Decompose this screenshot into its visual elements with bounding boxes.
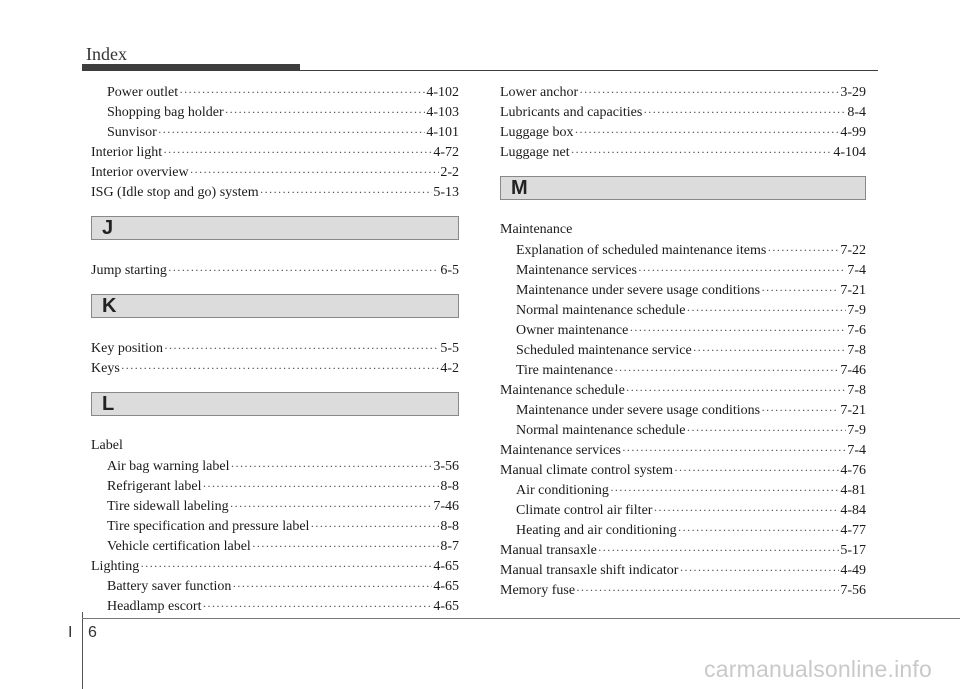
dot-leader [225,102,426,122]
index-subentry [500,340,866,360]
index-subentry [91,102,459,122]
entry-page: 4-49 [840,563,866,578]
entry-text: Maintenance services [516,263,637,278]
dot-leader [230,496,433,516]
footer-vertical-rule [82,612,83,689]
entry-group [91,456,459,556]
entry-page: 4-65 [433,579,459,594]
entry-group [500,400,866,440]
index-entry [500,82,866,102]
entry-page: 8-7 [440,539,459,554]
index-subentry [500,420,866,440]
entry-text: Climate control air filter [516,503,653,518]
section-header-m [500,176,866,200]
dot-leader [190,162,440,182]
entry-page: 3-29 [840,85,866,100]
index-subentry [500,360,866,380]
dot-leader [574,122,839,142]
entry-page: 4-102 [426,85,459,100]
dot-leader [202,596,432,616]
entry-text: Interior light [91,145,163,160]
entry-text: Maintenance under severe usage conditions [516,283,761,298]
entry-text: Tire specification and pressure label [107,519,310,534]
index-entry [500,560,866,580]
entry-page: 7-46 [433,499,459,514]
index-entry [91,162,459,182]
dot-leader [202,476,439,496]
entry-group [500,480,866,540]
index-subentry [91,576,459,596]
section-letter: K [102,295,117,317]
dot-leader [576,580,839,600]
page-title: Index [86,44,127,64]
dot-leader [230,456,432,476]
entry-page: 4-103 [426,105,459,120]
dot-leader [767,240,839,260]
entry-text: Shopping bag holder [107,105,224,120]
index-entry [500,540,866,560]
entry-text: Battery saver function [107,579,232,594]
entry-page: 4-72 [433,145,459,160]
entry-text: Luggage box [500,125,574,140]
section-header-j [91,216,459,240]
entry-text: ISG (Idle stop and go) system [91,185,259,200]
entry-text: Lubricants and capacities [500,105,643,120]
footer-section-letter: I [68,624,73,641]
entry-text: Air bag warning label [107,459,230,474]
entry-text: Keys [91,361,120,376]
entry-page: 5-13 [433,185,459,200]
entry-group [91,82,459,142]
entry-text: Vehicle certification label [107,539,251,554]
entry-text: Tire sidewall labeling [107,499,229,514]
entry-text: Luggage net [500,145,570,160]
index-heading: Maintenance [500,222,573,237]
index-subentry [500,240,866,260]
section-header-l [91,392,459,416]
entry-page: 4-65 [433,599,459,614]
index-subentry [500,520,866,540]
section-header-k [91,294,459,318]
entry-text: Explanation of scheduled maintenance items [516,243,767,258]
dot-leader [610,480,839,500]
dot-leader [638,260,846,280]
entry-text: Manual transaxle [500,543,597,558]
dot-leader [310,516,439,536]
dot-leader [163,142,432,162]
entry-text: Key position [91,341,163,356]
entry-page: 7-9 [847,423,866,438]
index-entry: Manual climate control system ····· 4-76 [500,460,866,480]
entry-group [500,540,866,600]
index-subentry [91,536,459,556]
entry-group [500,82,866,162]
header-rule [300,70,878,71]
dot-leader [678,520,840,540]
index-subentry [91,122,459,142]
entry-text: Jump starting [91,263,167,278]
index-subentry [500,300,866,320]
dot-leader [761,280,839,300]
dot-leader [571,142,833,162]
index-subentry [500,480,866,500]
index-subentry [500,320,866,340]
entry-page: 7-6 [847,323,866,338]
dot-leader [252,536,440,556]
entry-page: 7-56 [840,583,866,598]
index-entry [500,142,866,162]
entry-page: 7-21 [840,283,866,298]
dot-leader [598,540,840,560]
entry-page: 6-5 [440,263,459,278]
entry-group [91,260,459,280]
entry-group [91,576,459,616]
entry-text: Interior overview [91,165,189,180]
entry-text: Lower anchor [500,85,579,100]
dot-leader [164,338,439,358]
entry-page: 2-2 [440,165,459,180]
entry-page: 7-46 [840,363,866,378]
index-entry: Lighting ····· 4-65 [91,556,459,576]
entry-page: 4-84 [840,503,866,518]
entry-text: Tire maintenance [516,363,614,378]
index-subentry [500,260,866,280]
index-entry [91,142,459,162]
index-entry [91,182,459,202]
entry-text: Memory fuse [500,583,576,598]
dot-leader [260,182,433,202]
entry-page: 3-56 [433,459,459,474]
index-entry: Maintenance schedule ····· 7-8 [500,380,866,400]
right-column [500,82,866,600]
dot-leader [614,360,839,380]
section-letter: M [511,177,528,199]
entry-group [91,142,459,202]
index-subentry [500,280,866,300]
section-letter: L [102,393,115,415]
entry-text: Manual transaxle shift indicator [500,563,679,578]
entry-page: 4-104 [833,145,866,160]
entry-page: 5-5 [440,341,459,356]
footer-page-number: 6 [88,624,97,641]
entry-page: 7-22 [840,243,866,258]
index-subentry [500,500,866,520]
entry-text: Headlamp escort [107,599,202,614]
footer-horizontal-rule [82,618,960,619]
watermark: carmanualsonline.info [704,656,932,682]
entry-group [500,240,866,380]
entry-page: 7-21 [840,403,866,418]
index-subentry [500,400,866,420]
dot-leader [158,122,426,142]
index-subentry [91,596,459,616]
dot-leader [686,420,846,440]
index-subentry [91,456,459,476]
entry-page: 4-2 [440,361,459,376]
entry-text: Power outlet [107,85,179,100]
header-bar [82,64,300,71]
index-entry [91,338,459,358]
dot-leader [643,102,846,122]
dot-leader [693,340,847,360]
entry-text: Owner maintenance [516,323,629,338]
entry-page: 4-99 [840,125,866,140]
index-subentry [91,516,459,536]
index-entry [500,122,866,142]
entry-text: Air conditioning [516,483,609,498]
dot-leader [168,260,439,280]
dot-leader [686,300,846,320]
dot-leader [761,400,839,420]
entry-page: 5-17 [840,543,866,558]
entry-page: 7-9 [847,303,866,318]
entry-page: 7-8 [847,343,866,358]
entry-text: Refrigerant label [107,479,202,494]
index-heading: Label [91,438,123,453]
index-subentry [91,476,459,496]
index-subentry [91,496,459,516]
index-entry [91,260,459,280]
entry-text: Scheduled maintenance service [516,343,692,358]
index-entry [500,580,866,600]
index-entry [500,102,866,122]
entry-text: Normal maintenance schedule [516,423,686,438]
left-column [91,82,459,616]
dot-leader [629,320,846,340]
dot-leader [179,82,425,102]
entry-page: 4-77 [840,523,866,538]
entry-page: 4-81 [840,483,866,498]
index-subentry [91,82,459,102]
entry-page: 7-4 [847,263,866,278]
entry-page: 8-8 [440,479,459,494]
dot-leader [579,82,839,102]
dot-leader [679,560,839,580]
entry-page: 4-101 [426,125,459,140]
index-entry: Maintenance services ····· 7-4 [500,440,866,460]
index-entry [91,358,459,378]
entry-text: Normal maintenance schedule [516,303,686,318]
section-letter: J [102,217,114,239]
entry-page: 8-8 [440,519,459,534]
dot-leader [121,358,440,378]
entry-text: Sunvisor [107,125,157,140]
dot-leader [653,500,839,520]
dot-leader [232,576,432,596]
entry-group [91,338,459,378]
entry-page: 8-4 [847,105,866,120]
entry-text: Heating and air conditioning [516,523,677,538]
entry-text: Maintenance under severe usage conditions [516,403,761,418]
